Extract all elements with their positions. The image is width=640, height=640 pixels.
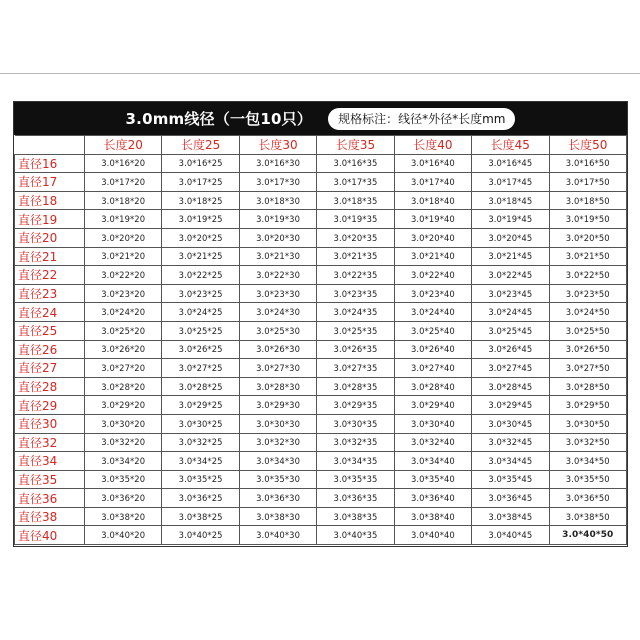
row-header: 直径36 xyxy=(15,489,85,508)
table-cell: 3.0*30*45 xyxy=(472,414,549,433)
table-cell: 3.0*23*50 xyxy=(549,284,626,303)
row-header: 直径40 xyxy=(15,526,85,545)
table-row xyxy=(15,173,627,192)
table-cell: 3.0*18*30 xyxy=(239,191,316,210)
table-cell: 3.0*26*25 xyxy=(162,340,239,359)
table-cell: 3.0*27*35 xyxy=(317,359,394,378)
table-cell: 3.0*40*35 xyxy=(317,526,394,545)
table-cell: 3.0*23*45 xyxy=(472,284,549,303)
table-cell: 3.0*19*30 xyxy=(239,210,316,229)
table-cell: 3.0*29*35 xyxy=(317,396,394,415)
corner-cell xyxy=(15,136,85,155)
top-divider xyxy=(0,73,640,74)
table-cell: 3.0*28*30 xyxy=(239,377,316,396)
table-cell: 3.0*17*50 xyxy=(549,173,626,192)
row-header: 直径29 xyxy=(15,396,85,415)
table-cell: 3.0*16*30 xyxy=(239,154,316,173)
table-cell: 3.0*24*35 xyxy=(317,303,394,322)
table-row xyxy=(15,396,627,415)
table-row xyxy=(15,433,627,452)
table-cell: 3.0*27*25 xyxy=(162,359,239,378)
table-cell: 3.0*40*25 xyxy=(162,526,239,545)
table-row xyxy=(15,526,627,545)
table-cell: 3.0*18*25 xyxy=(162,191,239,210)
table-cell: 3.0*21*20 xyxy=(85,247,162,266)
table-cell: 3.0*16*25 xyxy=(162,154,239,173)
table-cell: 3.0*19*50 xyxy=(549,210,626,229)
table-cell: 3.0*25*50 xyxy=(549,321,626,340)
row-header: 直径22 xyxy=(15,266,85,285)
table-cell: 3.0*34*25 xyxy=(162,452,239,471)
table-cell: 3.0*20*30 xyxy=(239,228,316,247)
table-cell: 3.0*30*40 xyxy=(394,414,471,433)
table-cell: 3.0*36*40 xyxy=(394,489,471,508)
table-cell: 3.0*30*25 xyxy=(162,414,239,433)
table-row xyxy=(15,489,627,508)
table-cell: 3.0*24*20 xyxy=(85,303,162,322)
table-cell: 3.0*18*50 xyxy=(549,191,626,210)
column-header: 长度40 xyxy=(394,136,471,155)
table-cell: 3.0*30*30 xyxy=(239,414,316,433)
table-cell: 3.0*20*40 xyxy=(394,228,471,247)
spec-banner xyxy=(14,102,627,135)
table-cell: 3.0*19*25 xyxy=(162,210,239,229)
table-cell: 3.0*17*25 xyxy=(162,173,239,192)
table-cell: 3.0*26*45 xyxy=(472,340,549,359)
table-cell: 3.0*29*25 xyxy=(162,396,239,415)
row-header: 直径27 xyxy=(15,359,85,378)
row-header: 直径18 xyxy=(15,191,85,210)
table-row xyxy=(15,247,627,266)
table-cell: 3.0*17*35 xyxy=(317,173,394,192)
table-cell: 3.0*22*50 xyxy=(549,266,626,285)
table-cell: 3.0*36*25 xyxy=(162,489,239,508)
table-cell: 3.0*34*20 xyxy=(85,452,162,471)
table-cell: 3.0*22*25 xyxy=(162,266,239,285)
table-row xyxy=(15,303,627,322)
table-cell: 3.0*25*30 xyxy=(239,321,316,340)
table-cell: 3.0*22*20 xyxy=(85,266,162,285)
table-cell: 3.0*27*50 xyxy=(549,359,626,378)
table-cell: 3.0*16*50 xyxy=(549,154,626,173)
table-cell: 3.0*21*45 xyxy=(472,247,549,266)
table-row xyxy=(15,359,627,378)
table-cell: 3.0*25*45 xyxy=(472,321,549,340)
table-cell: 3.0*26*20 xyxy=(85,340,162,359)
table-cell: 3.0*35*25 xyxy=(162,470,239,489)
table-cell: 3.0*35*45 xyxy=(472,470,549,489)
table-cell: 3.0*25*40 xyxy=(394,321,471,340)
table-cell: 3.0*18*20 xyxy=(85,191,162,210)
spec-table-card xyxy=(13,101,628,547)
row-header: 直径20 xyxy=(15,228,85,247)
table-cell: 3.0*26*40 xyxy=(394,340,471,359)
table-row xyxy=(15,507,627,526)
table-cell: 3.0*38*30 xyxy=(239,507,316,526)
table-cell: 3.0*28*40 xyxy=(394,377,471,396)
table-row xyxy=(15,377,627,396)
table-cell: 3.0*24*50 xyxy=(549,303,626,322)
table-cell: 3.0*24*25 xyxy=(162,303,239,322)
table-cell: 3.0*24*40 xyxy=(394,303,471,322)
row-header: 直径17 xyxy=(15,173,85,192)
table-cell: 3.0*27*45 xyxy=(472,359,549,378)
table-cell: 3.0*27*30 xyxy=(239,359,316,378)
table-cell: 3.0*22*35 xyxy=(317,266,394,285)
table-cell: 3.0*38*25 xyxy=(162,507,239,526)
table-row xyxy=(15,210,627,229)
row-header: 直径25 xyxy=(15,321,85,340)
table-cell: 3.0*28*50 xyxy=(549,377,626,396)
table-cell: 3.0*17*40 xyxy=(394,173,471,192)
table-row xyxy=(15,266,627,285)
table-cell: 3.0*35*20 xyxy=(85,470,162,489)
table-cell: 3.0*30*20 xyxy=(85,414,162,433)
row-header: 直径26 xyxy=(15,340,85,359)
table-cell: 3.0*40*20 xyxy=(85,526,162,545)
table-cell: 3.0*35*50 xyxy=(549,470,626,489)
table-cell: 3.0*29*45 xyxy=(472,396,549,415)
row-header: 直径24 xyxy=(15,303,85,322)
table-cell: 3.0*32*25 xyxy=(162,433,239,452)
row-header: 直径34 xyxy=(15,452,85,471)
table-cell: 3.0*20*45 xyxy=(472,228,549,247)
table-cell: 3.0*35*35 xyxy=(317,470,394,489)
column-header: 长度20 xyxy=(85,136,162,155)
table-cell: 3.0*17*45 xyxy=(472,173,549,192)
table-cell: 3.0*18*35 xyxy=(317,191,394,210)
table-row xyxy=(15,470,627,489)
table-cell: 3.0*26*50 xyxy=(549,340,626,359)
table-cell: 3.0*28*20 xyxy=(85,377,162,396)
row-header: 直径38 xyxy=(15,507,85,526)
row-header: 直径21 xyxy=(15,247,85,266)
table-cell: 3.0*23*25 xyxy=(162,284,239,303)
table-cell: 3.0*35*40 xyxy=(394,470,471,489)
table-cell: 3.0*28*35 xyxy=(317,377,394,396)
row-header: 直径23 xyxy=(15,284,85,303)
table-cell: 3.0*16*35 xyxy=(317,154,394,173)
table-cell: 3.0*36*30 xyxy=(239,489,316,508)
table-cell: 3.0*25*25 xyxy=(162,321,239,340)
table-cell: 3.0*38*50 xyxy=(549,507,626,526)
table-cell: 3.0*40*45 xyxy=(472,526,549,545)
table-row xyxy=(15,228,627,247)
table-cell: 3.0*27*20 xyxy=(85,359,162,378)
table-cell: 3.0*19*45 xyxy=(472,210,549,229)
table-cell: 3.0*17*30 xyxy=(239,173,316,192)
column-header: 长度30 xyxy=(239,136,316,155)
table-row xyxy=(15,154,627,173)
table-cell: 3.0*34*35 xyxy=(317,452,394,471)
table-cell: 3.0*22*30 xyxy=(239,266,316,285)
table-cell: 3.0*16*20 xyxy=(85,154,162,173)
table-cell: 3.0*21*35 xyxy=(317,247,394,266)
table-cell: 3.0*24*30 xyxy=(239,303,316,322)
table-cell: 3.0*28*25 xyxy=(162,377,239,396)
row-header: 直径35 xyxy=(15,470,85,489)
table-cell: 3.0*34*40 xyxy=(394,452,471,471)
row-header: 直径30 xyxy=(15,414,85,433)
table-cell: 3.0*36*20 xyxy=(85,489,162,508)
table-cell: 3.0*19*40 xyxy=(394,210,471,229)
table-cell: 3.0*20*35 xyxy=(317,228,394,247)
table-cell: 3.0*32*20 xyxy=(85,433,162,452)
table-cell: 3.0*26*30 xyxy=(239,340,316,359)
table-cell: 3.0*21*30 xyxy=(239,247,316,266)
table-row xyxy=(15,414,627,433)
table-cell: 3.0*29*20 xyxy=(85,396,162,415)
table-cell: 3.0*32*45 xyxy=(472,433,549,452)
table-cell: 3.0*21*25 xyxy=(162,247,239,266)
table-cell: 3.0*22*40 xyxy=(394,266,471,285)
table-cell: 3.0*25*20 xyxy=(85,321,162,340)
table-cell: 3.0*20*20 xyxy=(85,228,162,247)
column-header: 长度25 xyxy=(162,136,239,155)
row-header: 直径28 xyxy=(15,377,85,396)
table-cell: 3.0*40*40 xyxy=(394,526,471,545)
size-table xyxy=(14,135,627,545)
table-cell: 3.0*38*20 xyxy=(85,507,162,526)
table-cell: 3.0*21*50 xyxy=(549,247,626,266)
table-cell: 3.0*38*45 xyxy=(472,507,549,526)
table-cell: 3.0*28*45 xyxy=(472,377,549,396)
table-cell: 3.0*23*30 xyxy=(239,284,316,303)
table-cell: 3.0*19*20 xyxy=(85,210,162,229)
table-cell: 3.0*23*35 xyxy=(317,284,394,303)
table-cell: 3.0*26*35 xyxy=(317,340,394,359)
table-row xyxy=(15,340,627,359)
table-body xyxy=(15,154,627,544)
column-header: 长度45 xyxy=(472,136,549,155)
table-cell: 3.0*36*35 xyxy=(317,489,394,508)
table-row xyxy=(15,284,627,303)
table-cell: 3.0*23*40 xyxy=(394,284,471,303)
table-cell: 3.0*36*50 xyxy=(549,489,626,508)
banner-title: 3.0mm线径（一包10只） xyxy=(125,110,313,128)
table-cell: 3.0*34*30 xyxy=(239,452,316,471)
table-cell: 3.0*34*50 xyxy=(549,452,626,471)
table-cell: 3.0*36*45 xyxy=(472,489,549,508)
table-cell: 3.0*20*50 xyxy=(549,228,626,247)
table-cell: 3.0*29*30 xyxy=(239,396,316,415)
table-cell: 3.0*23*20 xyxy=(85,284,162,303)
table-cell: 3.0*30*50 xyxy=(549,414,626,433)
table-cell: 3.0*32*35 xyxy=(317,433,394,452)
table-cell: 3.0*25*35 xyxy=(317,321,394,340)
row-header: 直径32 xyxy=(15,433,85,452)
table-cell: 3.0*40*30 xyxy=(239,526,316,545)
row-header: 直径16 xyxy=(15,154,85,173)
table-cell: 3.0*20*25 xyxy=(162,228,239,247)
table-cell: 3.0*35*30 xyxy=(239,470,316,489)
table-cell: 3.0*24*45 xyxy=(472,303,549,322)
table-cell: 3.0*38*40 xyxy=(394,507,471,526)
table-header-row xyxy=(15,136,627,155)
table-cell: 3.0*32*30 xyxy=(239,433,316,452)
table-cell: 3.0*16*40 xyxy=(394,154,471,173)
table-row xyxy=(15,321,627,340)
table-cell: 3.0*40*50 xyxy=(549,526,626,545)
table-cell: 3.0*18*40 xyxy=(394,191,471,210)
table-row xyxy=(15,191,627,210)
table-cell: 3.0*30*35 xyxy=(317,414,394,433)
table-cell: 3.0*34*45 xyxy=(472,452,549,471)
spec-note-pill: 规格标注：线径*外径*长度mm xyxy=(328,108,515,130)
table-cell: 3.0*32*50 xyxy=(549,433,626,452)
row-header: 直径19 xyxy=(15,210,85,229)
table-cell: 3.0*22*45 xyxy=(472,266,549,285)
table-cell: 3.0*18*45 xyxy=(472,191,549,210)
table-cell: 3.0*38*35 xyxy=(317,507,394,526)
table-row xyxy=(15,452,627,471)
table-cell: 3.0*16*45 xyxy=(472,154,549,173)
table-cell: 3.0*19*35 xyxy=(317,210,394,229)
table-cell: 3.0*29*50 xyxy=(549,396,626,415)
column-header: 长度50 xyxy=(549,136,626,155)
table-cell: 3.0*32*40 xyxy=(394,433,471,452)
table-cell: 3.0*27*40 xyxy=(394,359,471,378)
table-cell: 3.0*29*40 xyxy=(394,396,471,415)
table-cell: 3.0*21*40 xyxy=(394,247,471,266)
column-header: 长度35 xyxy=(317,136,394,155)
table-cell: 3.0*17*20 xyxy=(85,173,162,192)
